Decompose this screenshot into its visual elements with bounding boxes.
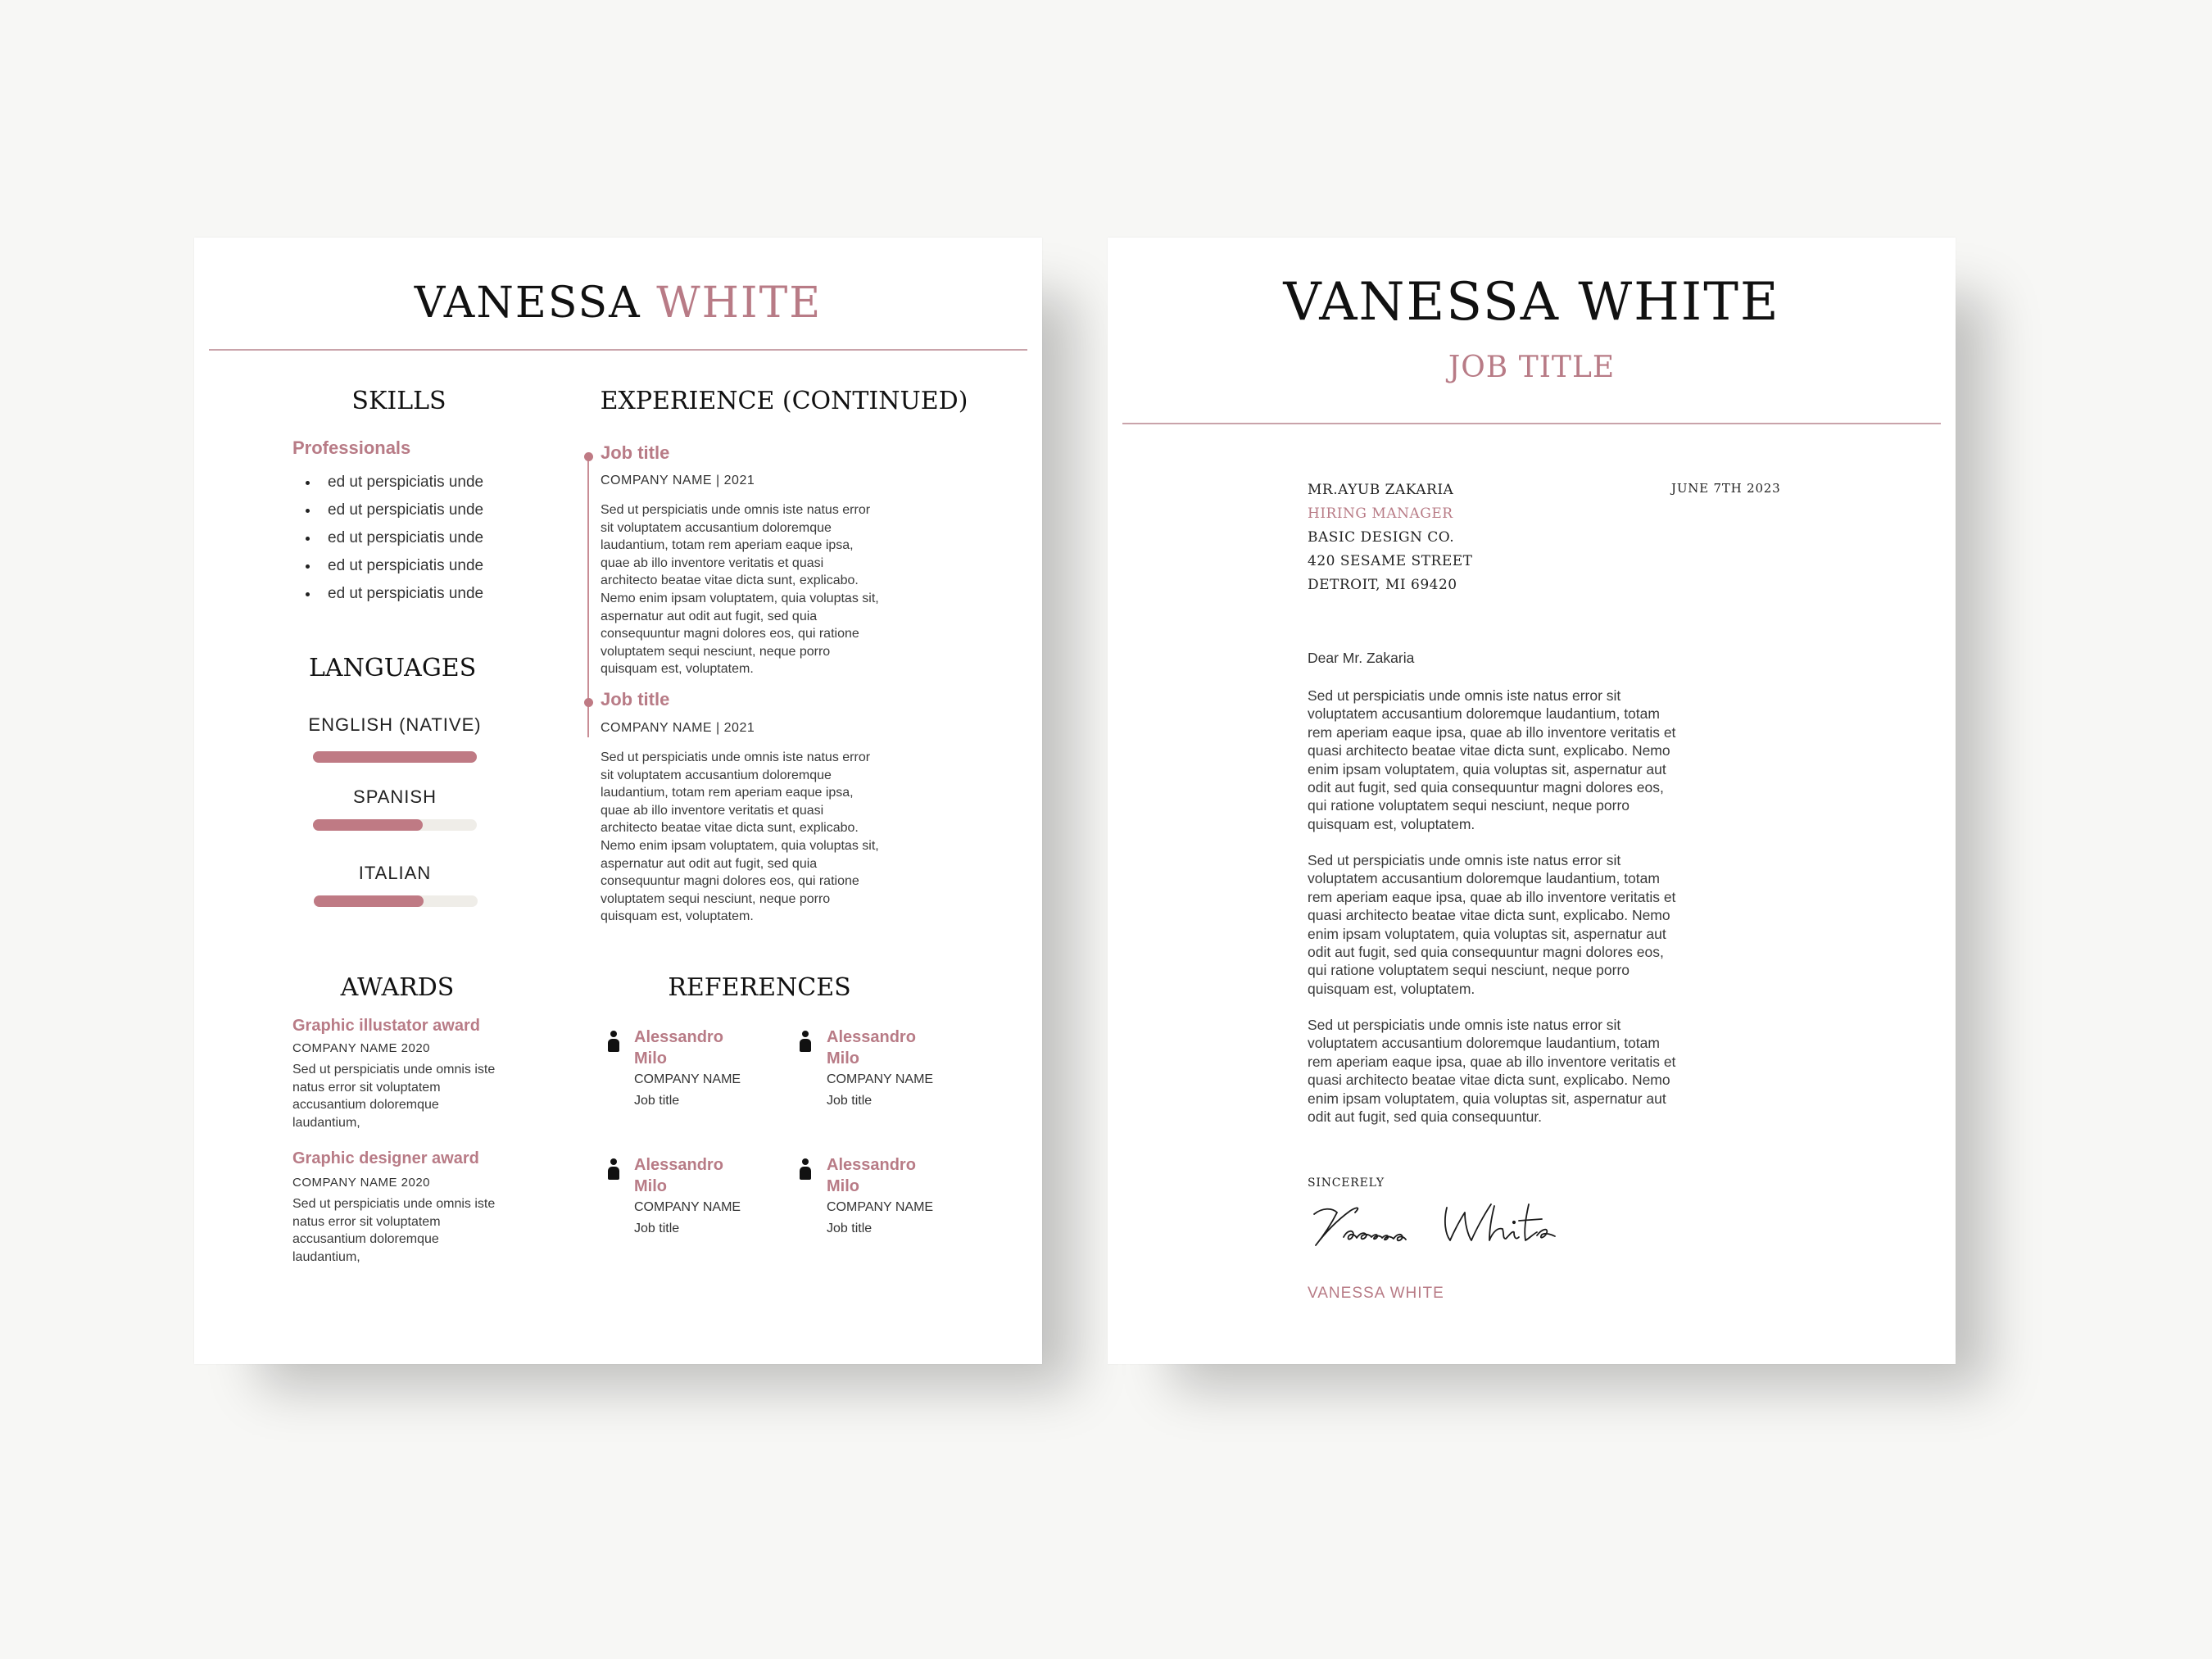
award-description: Sed ut perspiciatis unde omnis iste natus error sit voluptatem accusantium doloremque laudantium,	[292, 1197, 496, 1264]
reference-job: Job title	[634, 1094, 680, 1108]
person-icon	[608, 1158, 619, 1180]
reference-last-name: Milo	[634, 1049, 667, 1067]
language-level-bar	[314, 895, 478, 907]
job-description: Sed ut perspiciatis unde omnis iste natus error sit voluptatem accusantium doloremque laudantium, totam rem aperiam eaque ipsa, quae ab illo inventore veritatis et quasi architecto beatae vitae dicta sunt, explicabo. Nemo enim ipsam voluptatem, quia voluptas sit, aspernatur aut odit aut fugit, sed quia consequuntur magni dolores eos, qui ratione voluptatem sequi nesciunt, neque porro quisquam est, voluptatem.	[601, 750, 879, 924]
reference-job: Job title	[827, 1222, 873, 1235]
experience-title: EXPERIENCE (CONTINUED)	[600, 387, 968, 415]
person-icon	[608, 1031, 619, 1052]
letter-paragraph: Sed ut perspiciatis unde omnis iste natus error sit voluptatem accusantium doloremque laudantium, totam rem aperiam eaque ipsa, quae ab illo inventore veritatis et quasi architecto beatae vitae dicta sunt, explicabo. Nemo enim ipsam voluptatem, quia voluptas sit, aspernatur aut odit aut fugit, sed quia consequuntur magni dolores eos, qui ratione voluptatem sequi nesciunt, neque porro quisquam est, voluptatem.	[1308, 852, 1676, 997]
resume-first-name: VANESSA	[414, 279, 641, 328]
letter-closing: SINCERELY	[1308, 1176, 1385, 1190]
award-description: Sed ut perspiciatis unde omnis iste natus error sit voluptatem accusantium doloremque laudantium,	[292, 1063, 496, 1130]
skill-item: ed ut perspiciatis unde	[303, 496, 483, 524]
letter-greeting: Dear Mr. Zakaria	[1308, 650, 1415, 666]
recipient-company: BASIC DESIGN CO.	[1308, 529, 1455, 546]
reference-first-name: Alessandro	[634, 1028, 723, 1046]
language-name: ITALIAN	[358, 863, 432, 883]
reference-last-name: Milo	[827, 1177, 859, 1195]
reference-company: COMPANY NAME	[634, 1200, 741, 1214]
skill-item: ed ut perspiciatis unde	[303, 469, 483, 496]
award-title: Graphic illustator award	[292, 1017, 480, 1035]
person-icon	[800, 1158, 811, 1180]
recipient-address	[1308, 478, 1473, 597]
reference-card	[634, 1027, 741, 1112]
job-title: Job title	[601, 689, 670, 709]
letter-date: JUNE 7TH 2023	[1671, 481, 1781, 496]
award-company: COMPANY NAME 2020	[292, 1041, 430, 1055]
signature-image	[1308, 1196, 1586, 1253]
cover-letter-page	[1108, 238, 1956, 1364]
letter-header-rule	[1122, 423, 1941, 424]
person-icon	[800, 1031, 811, 1052]
awards-title: AWARDS	[340, 973, 455, 1002]
resume-header-rule	[209, 349, 1027, 351]
reference-first-name: Alessandro	[827, 1156, 916, 1174]
reference-card	[827, 1027, 933, 1112]
recipient-role: HIRING MANAGER	[1308, 505, 1453, 522]
letter-paragraph: Sed ut perspiciatis unde omnis iste natus error sit voluptatem accusantium doloremque laudantium, totam rem aperiam eaque ipsa, quae ab illo inventore veritatis et quasi architecto beatae vitae dicta sunt, explicabo. Nemo enim ipsam voluptatem, quia voluptas sit, aspernatur aut odit aut fugit, sed quia consequuntur.	[1308, 1017, 1676, 1126]
award-title: Graphic designer award	[292, 1149, 479, 1167]
language-level-bar	[313, 751, 477, 763]
reference-company: COMPANY NAME	[634, 1072, 741, 1086]
languages-title: LANGUAGES	[309, 654, 477, 682]
experience-timeline	[587, 457, 589, 737]
reference-first-name: Alessandro	[827, 1028, 916, 1046]
reference-job: Job title	[827, 1094, 873, 1108]
skill-item: ed ut perspiciatis unde	[303, 524, 483, 552]
references-title: REFERENCES	[668, 973, 851, 1002]
resume-page	[194, 238, 1042, 1364]
award-company: COMPANY NAME 2020	[292, 1176, 430, 1190]
job-title: Job title	[601, 442, 670, 463]
language-name: SPANISH	[353, 786, 437, 807]
recipient-name: MR.AYUB ZAKARIA	[1308, 482, 1454, 498]
skills-list	[303, 469, 483, 608]
skill-item: ed ut perspiciatis unde	[303, 552, 483, 580]
reference-card	[827, 1154, 933, 1240]
recipient-city: DETROIT, MI 69420	[1308, 577, 1457, 593]
reference-last-name: Milo	[827, 1049, 859, 1067]
skill-item: ed ut perspiciatis unde	[303, 580, 483, 608]
resume-last-name: WHITE	[656, 279, 823, 328]
job-company: COMPANY NAME | 2021	[601, 721, 755, 735]
letter-job-title: JOB TITLE	[1448, 351, 1616, 384]
job-description: Sed ut perspiciatis unde omnis iste natus error sit voluptatem accusantium doloremque laudantium, totam rem aperiam eaque ipsa, quae ab illo inventore veritatis et quasi architecto beatae vitae dicta sunt, explicabo. Nemo enim ipsam voluptatem, quia voluptas sit, aspernatur aut odit aut fugit, sed quia consequuntur magni dolores eos, qui ratione voluptatem sequi nesciunt, neque porro quisquam est, voluptatem.	[601, 503, 879, 677]
language-name: ENGLISH (NATIVE)	[308, 714, 482, 735]
reference-job: Job title	[634, 1222, 680, 1235]
signed-name: VANESSA WHITE	[1308, 1285, 1444, 1302]
language-level-fill	[313, 751, 477, 763]
reference-last-name: Milo	[634, 1177, 667, 1195]
timeline-dot	[584, 452, 593, 461]
language-level-fill	[314, 895, 424, 907]
timeline-dot	[584, 698, 593, 707]
recipient-street: 420 SESAME STREET	[1308, 553, 1473, 569]
language-level-fill	[313, 819, 423, 831]
reference-company: COMPANY NAME	[827, 1072, 934, 1086]
resume-name	[194, 279, 1042, 328]
reference-card	[634, 1154, 741, 1240]
reference-company: COMPANY NAME	[827, 1200, 934, 1214]
letter-name: VANESSA WHITE	[1283, 272, 1780, 333]
skills-title: SKILLS	[351, 387, 446, 415]
letter-paragraph: Sed ut perspiciatis unde omnis iste natus error sit voluptatem accusantium doloremque laudantium, totam rem aperiam eaque ipsa, quae ab illo inventore veritatis et quasi architecto beatae vitae dicta sunt, explicabo. Nemo enim ipsam voluptatem, quia voluptas sit, aspernatur aut odit aut fugit, sed quia consequuntur magni dolores eos, qui ratione voluptatem sequi nesciunt, neque porro quisquam est, voluptatem.	[1308, 687, 1676, 832]
reference-first-name: Alessandro	[634, 1156, 723, 1174]
language-level-bar	[313, 819, 477, 831]
skills-subtitle: Professionals	[292, 437, 411, 458]
job-company: COMPANY NAME | 2021	[601, 474, 755, 487]
